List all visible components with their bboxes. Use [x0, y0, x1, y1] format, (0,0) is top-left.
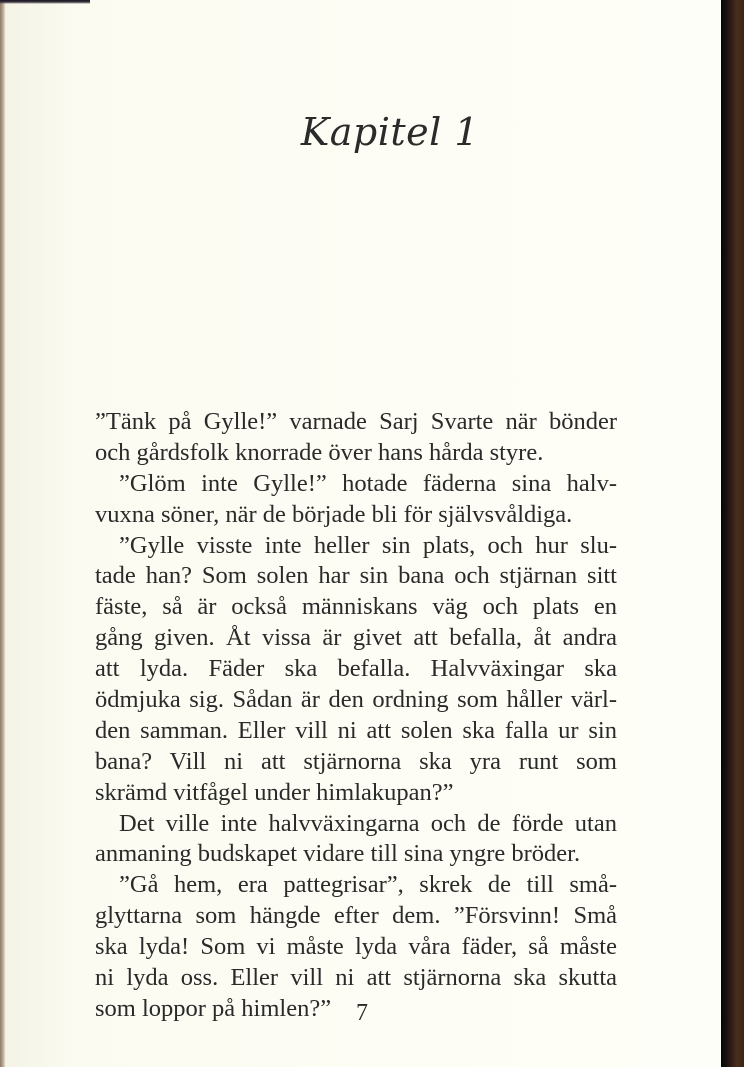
chapter-title: Kapitel 1 — [300, 110, 480, 154]
text-line: ska lyda! Som vi måste lyda våra fäder, så måste — [95, 933, 617, 961]
text-line: fäste, så är också människans väg och plats en — [95, 593, 617, 621]
body-text — [95, 407, 617, 1025]
text-line: vuxna söner, när de började bli för självsvåldiga. — [95, 500, 573, 528]
text-line: och gårdsfolk knorrade över hans hårda styre. — [95, 438, 544, 466]
text-line: ”Gylle visste inte heller sin plats, och hur slu- — [119, 531, 617, 559]
text-line: att lyda. Fäder ska befalla. Halvväxingar ska — [95, 655, 617, 683]
page-number-container — [0, 1000, 744, 1027]
text-line: Det ville inte halvväxingarna och de förde utan — [119, 809, 617, 837]
text-line: ”Glöm inte Gylle!” hotade fäderna sina halv- — [119, 469, 617, 497]
text-line: den samman. Eller vill ni att solen ska falla ur sin — [95, 716, 617, 744]
text-line: ”Gå hem, era pattegrisar”, skrek de till små- — [119, 871, 617, 899]
text-line: anmaning budskapet vidare till sina yngre bröder. — [95, 840, 581, 868]
text-line: gång given. Åt vissa är givet att befalla, åt andra — [95, 624, 617, 652]
text-line: skrämd vitfågel under himlakupan?” — [95, 778, 454, 806]
text-line: bana? Vill ni att stjärnorna ska yra runt som — [95, 747, 617, 775]
scan-right-edge-book-spine — [721, 0, 744, 1067]
text-line: tade han? Som solen har sin bana och stjärnan sitt — [95, 562, 617, 590]
text-line: ”Tänk på Gylle!” varnade Sarj Svarte när bönder — [95, 408, 617, 435]
text-line: ni lyda oss. Eller vill ni att stjärnorna ska skutta — [95, 964, 617, 992]
text-line: ödmjuka sig. Sådan är den ordning som håller värl- — [95, 686, 617, 714]
text-line: glyttarna som hängde efter dem. ”Försvinn! Små — [95, 902, 617, 930]
page-number: 7 — [356, 1000, 368, 1026]
scan-top-edge — [0, 0, 90, 4]
text-line: som loppor på himlen?” — [95, 994, 332, 1022]
